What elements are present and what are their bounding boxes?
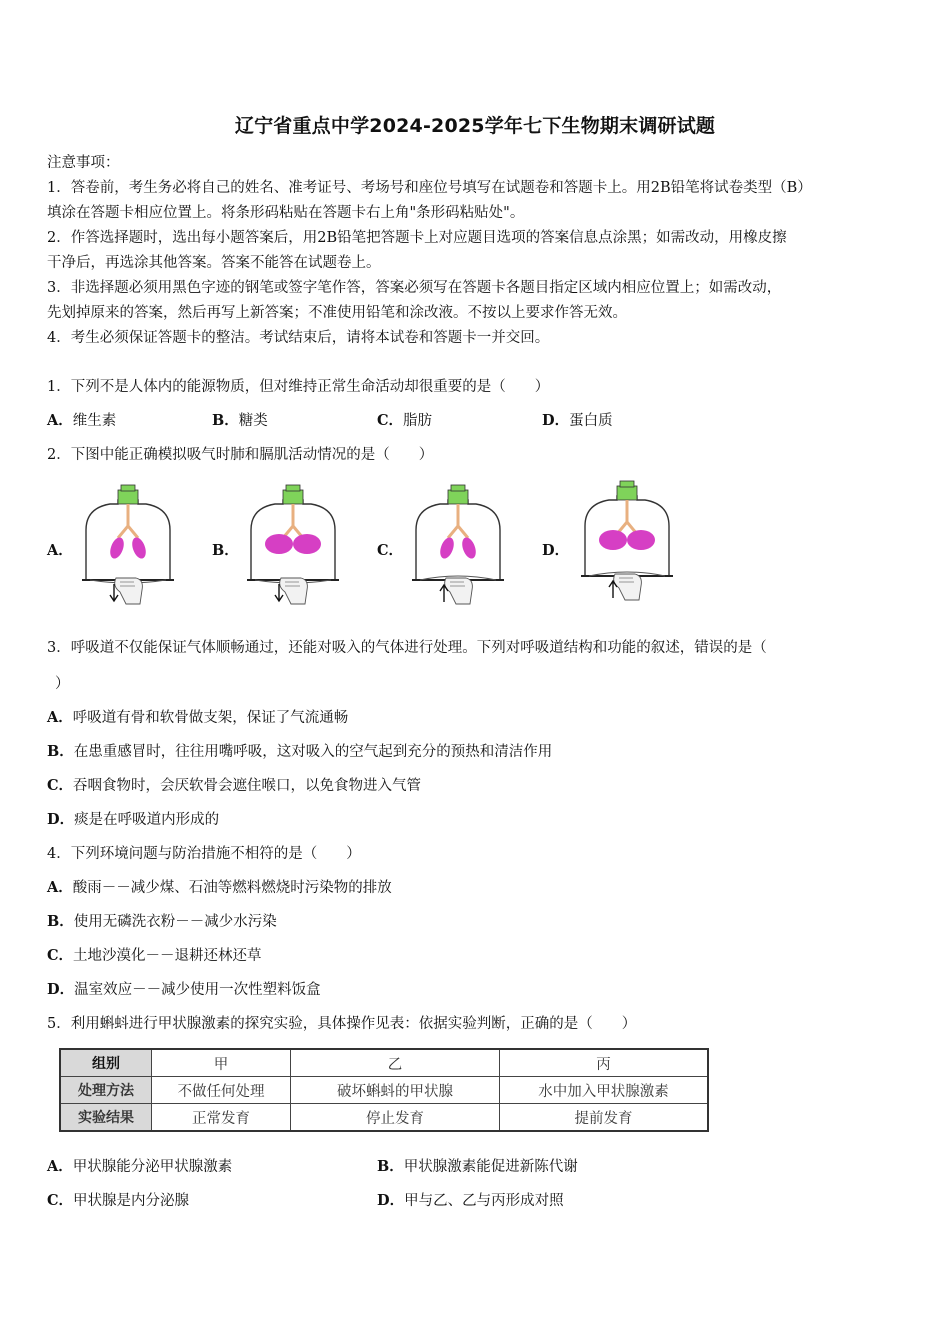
table-cell: 水中加入甲状腺激素 — [500, 1077, 709, 1104]
option-text: 蛋白质 — [569, 413, 613, 429]
table-header-cell: 乙 — [291, 1049, 500, 1077]
left-lung — [265, 534, 293, 554]
option-label: B． — [212, 412, 239, 429]
notice-line: 干净后，再选涂其他答案。答案不能答在试题卷上。 — [47, 255, 381, 271]
option-text: 甲与乙、乙与丙形成对照 — [404, 1193, 564, 1209]
q4-option-a — [47, 876, 392, 897]
stopper-top — [620, 481, 634, 487]
q4-option-d — [47, 978, 321, 999]
left-lung — [108, 536, 127, 561]
option-text: 维生素 — [72, 413, 117, 429]
option-text: 痰是在呼吸道内形成的 — [74, 812, 220, 828]
question-3-stem-cont: ） — [55, 676, 70, 692]
option-text: 土地沙漠化－－退耕还林还草 — [73, 948, 262, 964]
q1-option-c — [377, 409, 432, 430]
notice-line: 填涂在答题卡相应位置上。将条形码粘贴在答题卡右上角"条形码粘贴处"。 — [47, 205, 525, 221]
experiment-table — [59, 1048, 709, 1132]
stopper-top — [286, 485, 300, 491]
q2-figure-c-label: C． — [377, 542, 404, 559]
table-row — [60, 1077, 708, 1104]
option-label: A． — [47, 412, 73, 429]
right-lung — [627, 530, 655, 550]
table-cell: 正常发育 — [152, 1104, 291, 1132]
notice-line: 先划掉原来的答案，然后再写上新答案；不准使用铅笔和涂改液。不按以上要求作答无效。 — [47, 305, 627, 321]
option-text: 甲状腺能分泌甲状腺激素 — [72, 1159, 233, 1175]
table-cell: 提前发育 — [500, 1104, 709, 1132]
left-lung — [599, 530, 627, 550]
notice-line: 4．考生必须保证答题卡的整洁。考试结束后，请将本试卷和答题卡一并交回。 — [47, 330, 550, 346]
notice-line: 3．非选择题必须用黑色字迹的钢笔或签字笔作答，答案必须写在答题卡各题目指定区域内相应位置上；如需改动， — [47, 280, 782, 296]
option-text: 吞咽食物时，会厌软骨会遮住喉口，以免食物进入气管 — [73, 778, 422, 794]
question-3-stem: 3．呼吸道不仅能保证气体顺畅通过，还能对吸入的气体进行处理。下列对呼吸道结构和功能的叙述，错误的是（ — [47, 640, 767, 656]
q5-option-d — [377, 1189, 564, 1210]
rubber-stopper — [118, 490, 138, 504]
rubber-stopper — [448, 490, 468, 504]
option-text: 甲状腺激素能促进新陈代谢 — [403, 1159, 578, 1175]
q4-option-b — [47, 910, 277, 931]
q2-figure-d-label: D． — [542, 542, 570, 559]
table-cell: 破坏蝌蚪的甲状腺 — [291, 1077, 500, 1104]
option-label: D． — [47, 811, 75, 828]
table-cell: 不做任何处理 — [152, 1077, 291, 1104]
q3-option-a — [47, 706, 348, 727]
q2-figure-a-label: A． — [47, 542, 73, 559]
option-label: A． — [47, 1158, 73, 1175]
q2-figure-b-label: B． — [212, 542, 239, 559]
option-label: B． — [47, 913, 74, 930]
stopper-top — [451, 485, 465, 491]
option-label: D． — [47, 981, 75, 998]
trachea-tube — [617, 500, 637, 534]
q1-option-b — [212, 409, 268, 430]
option-text: 甲状腺是内分泌腺 — [73, 1193, 190, 1209]
right-lung — [460, 536, 479, 561]
left-lung — [438, 536, 457, 561]
right-lung — [130, 536, 149, 561]
option-label: C． — [47, 777, 74, 794]
option-text: 脂肪 — [403, 413, 433, 429]
option-label: C． — [377, 412, 404, 429]
question-4-stem: 4．下列环境问题与防治措施不相符的是（ ） — [47, 846, 361, 862]
option-label: B． — [47, 743, 74, 760]
right-lung — [293, 534, 321, 554]
option-label: B． — [377, 1158, 404, 1175]
table-row-head: 处理方法 — [60, 1077, 152, 1104]
q5-option-b — [377, 1155, 578, 1176]
page-title: 辽宁省重点中学2024-2025学年七下生物期末调研试题 — [234, 115, 716, 137]
table-header-cell: 丙 — [500, 1049, 709, 1077]
q3-option-d — [47, 808, 219, 829]
option-text: 呼吸道有骨和软骨做支架，保证了气流通畅 — [72, 710, 349, 726]
option-label: D． — [377, 1192, 405, 1209]
option-text: 酸雨－－减少煤、石油等燃料燃烧时污染物的排放 — [72, 880, 392, 896]
notice-heading: 注意事项： — [47, 155, 120, 171]
option-text: 使用无磷洗衣粉－－减少水污染 — [73, 914, 277, 930]
question-2-stem: 2．下图中能正确模拟吸气时肺和膈肌活动情况的是（ ） — [47, 447, 434, 463]
bell-jar-figure-a — [78, 482, 178, 607]
option-text: 在患重感冒时，往往用嘴呼吸，这对吸入的空气起到充分的预热和清洁作用 — [73, 744, 553, 760]
option-label: C． — [47, 947, 74, 964]
trachea-tube — [118, 504, 138, 538]
option-label: A． — [47, 879, 73, 896]
q3-option-c — [47, 774, 421, 795]
rubber-stopper — [617, 486, 637, 500]
table-cell: 停止发育 — [291, 1104, 500, 1132]
bell-jar-figure-d — [577, 478, 677, 603]
trachea-tube — [448, 504, 468, 538]
rubber-stopper — [283, 490, 303, 504]
table-header-cell: 组别 — [60, 1049, 152, 1077]
question-1-stem: 1．下列不是人体内的能源物质，但对维持正常生命活动却很重要的是（ ） — [47, 379, 550, 395]
trachea-tube — [283, 504, 303, 538]
bell-jar-figure-c — [408, 482, 508, 607]
q1-option-a — [47, 409, 116, 430]
table-row — [60, 1104, 708, 1132]
q4-option-c — [47, 944, 262, 965]
option-label: D． — [542, 412, 570, 429]
table-header-cell: 甲 — [152, 1049, 291, 1077]
q1-option-d — [542, 409, 613, 430]
q5-option-a — [47, 1155, 232, 1176]
table-header-row — [60, 1049, 708, 1077]
option-label: C． — [47, 1192, 74, 1209]
notice-line: 1．答卷前，考生务必将自己的姓名、准考证号、考场号和座位号填写在试题卷和答题卡上。用2B铅笔将试卷类型（B） — [47, 180, 812, 196]
q5-option-c — [47, 1189, 189, 1210]
question-5-stem: 5．利用蝌蚪进行甲状腺激素的探究实验，具体操作见表：依据实验判断，正确的是（ ） — [47, 1016, 637, 1032]
option-label: A． — [47, 709, 73, 726]
bell-jar-figure-b — [243, 482, 343, 607]
notice-line: 2．作答选择题时，选出每小题答案后，用2B铅笔把答题卡上对应题目选项的答案信息点涂黑；如需改动，用橡皮擦 — [47, 230, 787, 246]
q3-option-b — [47, 740, 552, 761]
stopper-top — [121, 485, 135, 491]
option-text: 糖类 — [238, 413, 268, 429]
option-text: 温室效应－－减少使用一次性塑料饭盒 — [74, 982, 321, 998]
table-row-head: 实验结果 — [60, 1104, 152, 1132]
